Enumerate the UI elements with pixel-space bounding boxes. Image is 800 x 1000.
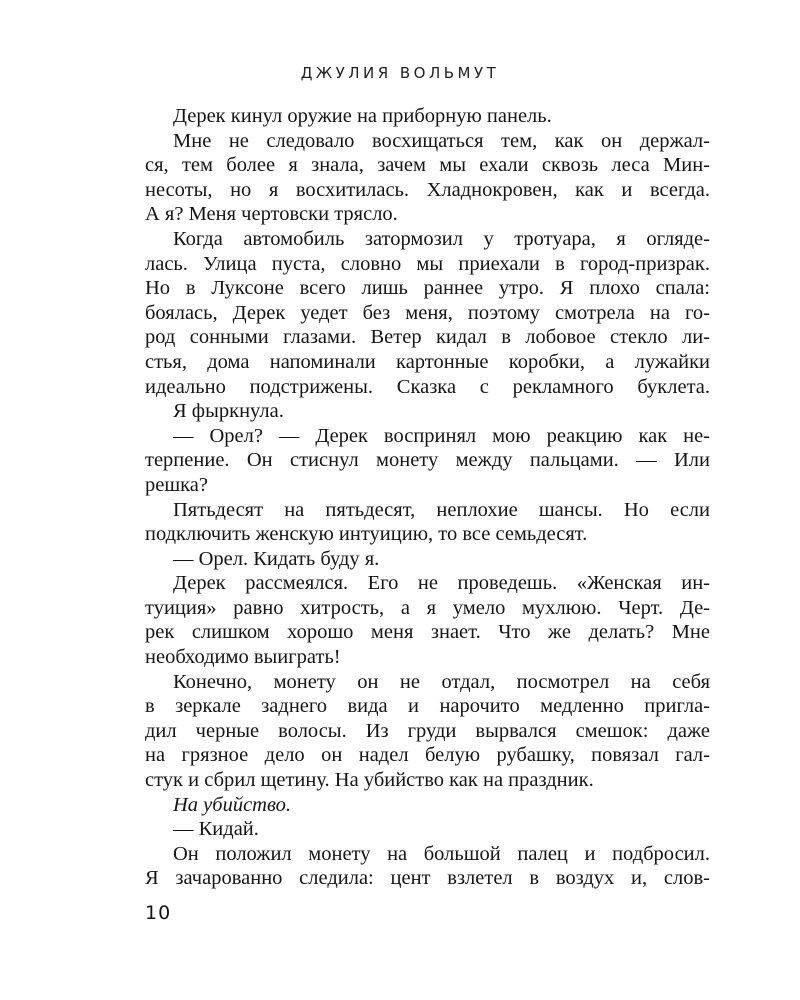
text-line: род сонными глазами. Ветер кидал в лобовое стекло ли- — [145, 326, 710, 349]
text-line: Но в Луксоне всего лишь раннее утро. Я плохо спала: — [145, 277, 710, 300]
text-line: решка? — [145, 473, 208, 496]
text-line: А я? Меня чертовски трясло. — [145, 203, 398, 226]
text-line: Когда автомобиль затормозил у тротуара, я огляде- — [173, 227, 710, 250]
text-line: ся, тем более я знала, зачем мы ехали сквозь леса Мин- — [145, 154, 710, 177]
text-line: боялась, Дерек уедет без меня, поэтому смотрела на го- — [145, 301, 710, 324]
text-line: Пятьдесят на пятьдесят, неплохие шансы. Но если — [173, 498, 710, 521]
text-line: — Кидай. — [173, 818, 259, 841]
text-line: стья, дома напоминали картонные коробки, а лужайки — [145, 350, 710, 373]
text-line: дил черные волосы. Из груди вырвался смешок: даже — [145, 719, 710, 742]
text-line: в зеркале заднего вида и нарочито медленно пригла- — [145, 695, 710, 718]
text-line: стук и сбрил щетину. На убийство как на праздник. — [145, 769, 594, 792]
text-line: лась. Улица пуста, словно мы приехали в город-призрак. — [145, 252, 710, 275]
text-line: Мне не следовало восхищаться тем, как он держал- — [173, 129, 710, 152]
page-number: 10 — [145, 902, 172, 924]
body-text — [145, 104, 710, 891]
text-line: несоты, но я восхитилась. Хладнокровен, как и всегда. — [145, 178, 710, 201]
text-line: подключить женскую интуицию, то все семьдесят. — [145, 523, 588, 546]
text-line: необходимо выиграть! — [145, 646, 341, 669]
text-line: терпение. Он стиснул монету между пальцами. — Или — [145, 449, 710, 472]
text-line: Дерек кинул оружие на приборную панель. — [173, 105, 552, 127]
text-line: Дерек рассмеялся. Его не проведешь. «Женская ин- — [173, 572, 710, 595]
text-line: Я фыркнула. — [173, 400, 284, 423]
text-line: туиция» равно хитрость, а я умело мухлюю. Черт. Де- — [145, 596, 710, 619]
text-line: на грязное дело он надел белую рубашку, повязал гал- — [145, 744, 710, 767]
running-head: ДЖУЛИЯ ВОЛЬМУТ — [300, 64, 500, 82]
text-line: На убийство. — [173, 793, 291, 816]
text-line: рек слишком хорошо меня знает. Что же делать? Мне — [145, 621, 710, 644]
text-line: Я зачарованно следила: цент взлетел в воздух и, слов- — [145, 867, 710, 890]
text-line: Он положил монету на большой палец и подбросил. — [173, 842, 710, 865]
text-line: идеально подстрижены. Сказка с рекламного буклета. — [145, 375, 710, 398]
text-line: — Орел? — Дерек воспринял мою реакцию как не- — [173, 424, 710, 447]
text-line: Конечно, монету он не отдал, посмотрел на себя — [173, 670, 710, 693]
text-line: — Орел. Кидать буду я. — [173, 547, 380, 570]
